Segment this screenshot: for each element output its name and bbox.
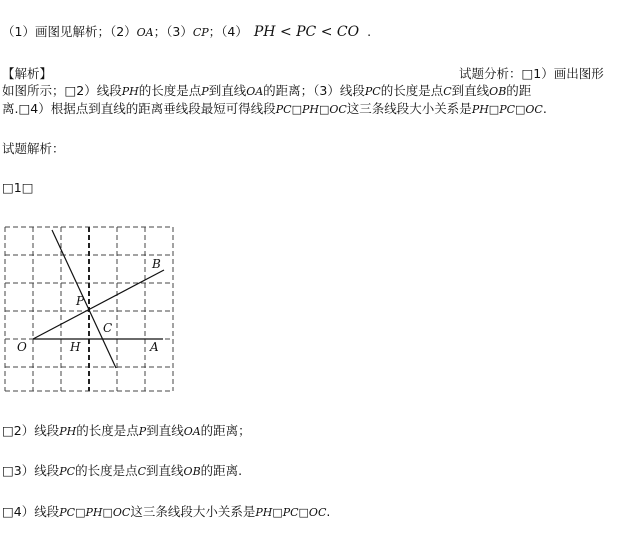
- text: 的距: [506, 83, 532, 98]
- text: 的长度是点: [138, 83, 202, 98]
- label-a: A: [150, 340, 159, 354]
- var-pc: PC: [59, 465, 76, 478]
- var-c: C: [137, 465, 147, 478]
- text: 的长度是点: [380, 83, 444, 98]
- text: 到直线: [208, 83, 247, 98]
- analysis-line-2: [2, 83, 531, 100]
- analysis-header: 【解析】: [2, 66, 53, 81]
- step-2: [2, 423, 251, 440]
- analysis-line-3: [2, 101, 547, 118]
- text: .: [326, 504, 331, 519]
- var-c: C: [443, 85, 452, 98]
- text: 的长度是点: [75, 463, 138, 478]
- text: 到直线: [451, 83, 490, 98]
- var-pc: PC: [364, 85, 381, 98]
- answer-text-2: ；（3）: [153, 24, 193, 39]
- var-oa: OA: [246, 85, 264, 98]
- relation-2: PH□PC□OC: [255, 506, 327, 519]
- analysis-header-right: 试题分析：□1）画出图形: [459, 66, 604, 81]
- text: 的长度是点: [76, 423, 139, 438]
- label-o: O: [17, 340, 27, 354]
- relation-1: PC□PH□OC: [275, 103, 347, 116]
- step-3: [2, 463, 242, 480]
- var-ph: PH: [121, 85, 139, 98]
- text: 到直线: [146, 463, 184, 478]
- var-p: P: [201, 85, 209, 98]
- answer-inequality: PH < PC < CO: [253, 24, 360, 40]
- label-p: P: [76, 294, 85, 308]
- text: 的距离；（3）线段: [263, 83, 365, 98]
- answer-cp: CP: [192, 26, 209, 39]
- label-c: C: [103, 321, 113, 335]
- var-ob: OB: [183, 465, 201, 478]
- step-4: [2, 504, 330, 521]
- var-p: P: [138, 425, 147, 438]
- label-b: B: [152, 257, 161, 271]
- relation-2: PH□PC□OC: [471, 103, 543, 116]
- text: 如图所示；□2）线段: [2, 83, 122, 98]
- answer-oa: OA: [136, 26, 154, 39]
- text: 的距离.: [200, 463, 243, 478]
- text: □2）线段: [2, 423, 60, 438]
- solution-title: 试题解析：: [2, 141, 65, 156]
- text: □4）线段: [2, 504, 60, 519]
- text: 离.□4）根据点到直线的距离垂线段最短可得线段: [2, 101, 276, 116]
- geometry-figure: [0, 222, 180, 394]
- text: 的距离；: [200, 423, 251, 438]
- answer-text-1: （1）画图见解析；（2）: [2, 24, 137, 39]
- text: .: [542, 101, 547, 116]
- var-ph: PH: [59, 425, 77, 438]
- step-1-label: □1□: [2, 180, 34, 195]
- answer-line: [2, 24, 371, 41]
- answer-period: .: [367, 24, 372, 39]
- var-oa: OA: [183, 425, 201, 438]
- answer-text-3: ；（4）: [208, 24, 248, 39]
- text: 到直线: [146, 423, 184, 438]
- ray-ob: [33, 270, 164, 339]
- text: 这三条线段大小关系是: [130, 504, 256, 519]
- var-ob: OB: [489, 85, 507, 98]
- text: □3）线段: [2, 463, 60, 478]
- label-h: H: [70, 340, 81, 354]
- relation-1: PC□PH□OC: [59, 506, 131, 519]
- text: 这三条线段大小关系是: [346, 101, 472, 116]
